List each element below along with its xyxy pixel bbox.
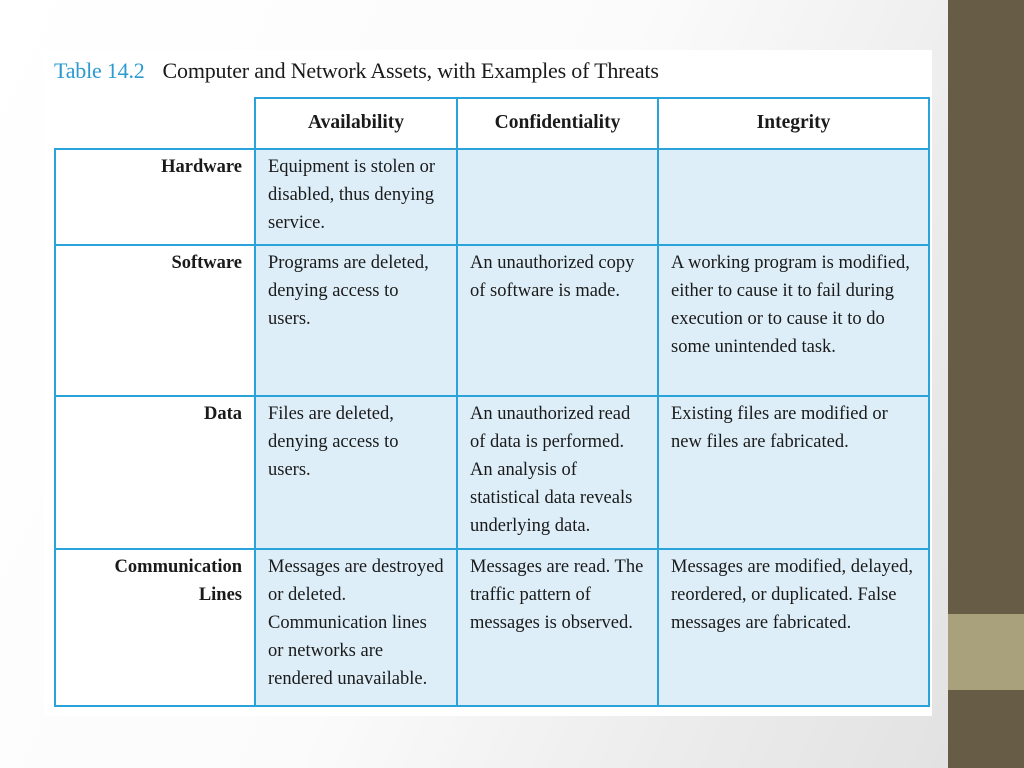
cell-hardware-integrity — [658, 149, 929, 245]
table-row — [55, 149, 929, 245]
cell-hardware-availability: Equipment is stolen or disabled, thus denying service. — [255, 149, 457, 245]
cell-software-availability: Programs are deleted, denying access to users. — [255, 245, 457, 396]
row-header-hardware: Hardware — [55, 149, 255, 245]
table-row — [55, 245, 929, 396]
table-header-row — [55, 98, 929, 149]
cell-software-confidentiality: An unauthorized copy of software is made. — [457, 245, 658, 396]
threats-table — [54, 97, 930, 707]
row-header-communication-lines: Communication Lines — [55, 549, 255, 706]
row-header-software: Software — [55, 245, 255, 396]
header-corner — [55, 98, 255, 149]
cell-communication-integrity: Messages are modified, delayed, reordered, or duplicated. False messages are fabricated. — [658, 549, 929, 706]
cell-software-integrity: A working program is modified, either to cause it to fail during execution or to cause it to do some unintended task. — [658, 245, 929, 396]
cell-data-availability: Files are deleted, denying access to users. — [255, 396, 457, 549]
cell-communication-confidentiality: Messages are read. The traffic pattern of messages is observed. — [457, 549, 658, 706]
table-title: Computer and Network Assets, with Examples of Threats — [162, 58, 659, 83]
row-header-data: Data — [55, 396, 255, 549]
table-number: Table 14.2 — [54, 58, 145, 83]
cell-data-integrity: Existing files are modified or new files are fabricated. — [658, 396, 929, 549]
table-row — [55, 549, 929, 706]
header-integrity: Integrity — [658, 98, 929, 149]
cell-hardware-confidentiality — [457, 149, 658, 245]
header-confidentiality: Confidentiality — [457, 98, 658, 149]
cell-data-confidentiality: An unauthorized read of data is performed. An analysis of statistical data reveals underlying data. — [457, 396, 658, 549]
cell-communication-availability: Messages are destroyed or deleted. Communication lines or networks are rendered unavailable. — [255, 549, 457, 706]
side-decorative-accent — [948, 614, 1024, 690]
table-row — [55, 396, 929, 549]
table-caption — [54, 58, 659, 84]
header-availability: Availability — [255, 98, 457, 149]
